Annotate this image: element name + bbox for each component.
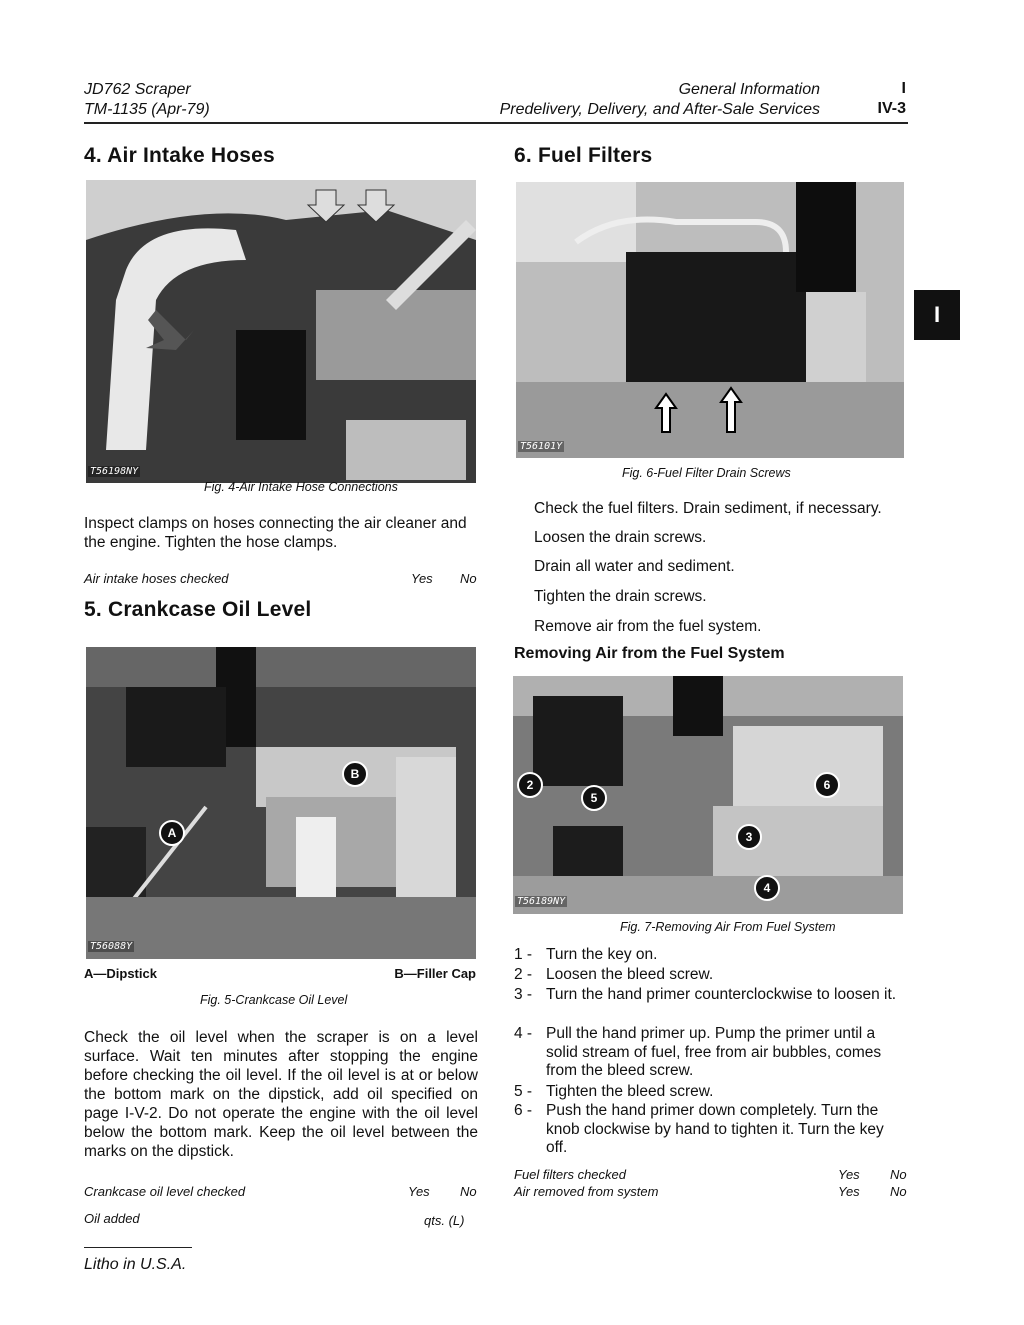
- section-5-body: Check the oil level when the scraper is on a level surface. Wait ten minutes after stopping the engine before checking the oil level. If the oil level is at or below the bottom mark on the dipstick, add oil specified on page I-V-2. Do not operate the engine with the oil level below the bottom mark. Keep the oil level between the marks on the dipstick.: [84, 1029, 478, 1160]
- section-tab-marker: I: [914, 290, 960, 340]
- label-dipstick: A—Dipstick: [84, 966, 157, 981]
- header-page-number: IV-3: [877, 100, 906, 117]
- air-intake-check-label: Air intake hoses checked: [84, 571, 229, 586]
- oil-check-label: Crankcase oil level checked: [84, 1184, 246, 1199]
- fuel-filter-line-3: Drain all water and sediment.: [534, 558, 735, 575]
- section-4-title: 4. Air Intake Hoses: [84, 144, 275, 167]
- callout-2: 2: [517, 772, 543, 798]
- step-4: [514, 1025, 906, 1085]
- step-text: Loosen the bleed screw.: [546, 966, 714, 983]
- step-2: [514, 966, 906, 986]
- callout-6: 6: [814, 772, 840, 798]
- oil-check-yes[interactable]: Yes: [408, 1184, 430, 1199]
- footer-rule: [84, 1247, 192, 1248]
- section-4-body: Inspect clamps on hoses connecting the air cleaner and the engine. Tighten the hose clamps.: [84, 515, 467, 551]
- step-3: [514, 986, 906, 1026]
- fuel-filter-line-4: Tighten the drain screws.: [534, 588, 707, 605]
- section-6-title: 6. Fuel Filters: [514, 144, 653, 167]
- oil-check-no[interactable]: No: [460, 1184, 477, 1199]
- crankcase-photo: [86, 647, 476, 959]
- header-manual-number: TM-1135 (Apr-79): [84, 101, 210, 118]
- header-subsection-title: Predelivery, Delivery, and After-Sale Services: [499, 101, 820, 118]
- photo-id-tag: T56101Y: [520, 441, 563, 452]
- step-number: 3 -: [514, 986, 533, 1003]
- air-removed-no[interactable]: No: [890, 1184, 907, 1199]
- step-number: 6 -: [514, 1102, 533, 1119]
- step-number: 2 -: [514, 966, 533, 983]
- air-intake-no[interactable]: No: [460, 571, 477, 586]
- step-1: [514, 946, 906, 966]
- step-text: Turn the key on.: [546, 946, 658, 963]
- fuel-filter-line-1: Check the fuel filters. Drain sediment, if necessary.: [534, 500, 882, 517]
- fig4-caption: Fig. 4-Air Intake Hose Connections: [204, 480, 398, 494]
- fig5-caption: Fig. 5-Crankcase Oil Level: [200, 993, 348, 1007]
- step-text: Pull the hand primer up. Pump the primer until a solid stream of fuel, free from air bubbles, comes from the bleed screw.: [546, 1025, 882, 1079]
- step-text: Push the hand primer down completely. Turn the knob clockwise by hand to tighten it. Turn the key off.: [546, 1102, 884, 1156]
- fuel-filter-photo: [516, 182, 904, 458]
- fuel-filters-no[interactable]: No: [890, 1167, 907, 1182]
- fuel-filter-line-5: Remove air from the fuel system.: [534, 618, 762, 635]
- header-manual-title: JD762 Scraper: [84, 81, 191, 98]
- fig7-caption: Fig. 7-Removing Air From Fuel System: [620, 920, 836, 934]
- fuel-filter-line-2: Loosen the drain screws.: [534, 529, 707, 546]
- fuel-filters-check-label: Fuel filters checked: [514, 1167, 626, 1182]
- air-intake-photo: [86, 180, 476, 483]
- removing-air-title: Removing Air from the Fuel System: [514, 645, 785, 662]
- header-section-number: I: [901, 80, 906, 97]
- photo-id-tag: T56189NY: [517, 896, 566, 907]
- callout-5: 5: [581, 785, 607, 811]
- header-section-title: General Information: [678, 81, 820, 98]
- oil-added-label: Oil added: [84, 1211, 140, 1226]
- air-removed-check-label: Air removed from system: [514, 1184, 659, 1199]
- section-5-title: 5. Crankcase Oil Level: [84, 598, 312, 621]
- step-text: Turn the hand primer counterclockwise to loosen it.: [546, 986, 897, 1003]
- step-number: 1 -: [514, 946, 533, 963]
- oil-added-units: qts. (L): [424, 1213, 465, 1228]
- step-number: 5 -: [514, 1083, 533, 1100]
- footer-litho: Litho in U.S.A.: [84, 1256, 187, 1273]
- removing-air-photo: [513, 676, 903, 914]
- step-text: Tighten the bleed screw.: [546, 1083, 714, 1100]
- callout-4: 4: [754, 875, 780, 901]
- air-removed-yes[interactable]: Yes: [838, 1184, 860, 1199]
- header-rule: [84, 122, 908, 124]
- callout-3: 3: [736, 824, 762, 850]
- fuel-filters-yes[interactable]: Yes: [838, 1167, 860, 1182]
- callout-b: B: [342, 761, 368, 787]
- step-5: [514, 1083, 906, 1103]
- step-number: 4 -: [514, 1025, 533, 1042]
- photo-id-tag: T56088Y: [90, 941, 133, 952]
- photo-id-tag: T56198NY: [90, 466, 139, 477]
- fig6-caption: Fig. 6-Fuel Filter Drain Screws: [622, 466, 791, 480]
- callout-a: A: [159, 820, 185, 846]
- air-intake-yes[interactable]: Yes: [411, 571, 433, 586]
- step-6: [514, 1102, 906, 1162]
- label-filler-cap: B—Filler Cap: [394, 966, 476, 981]
